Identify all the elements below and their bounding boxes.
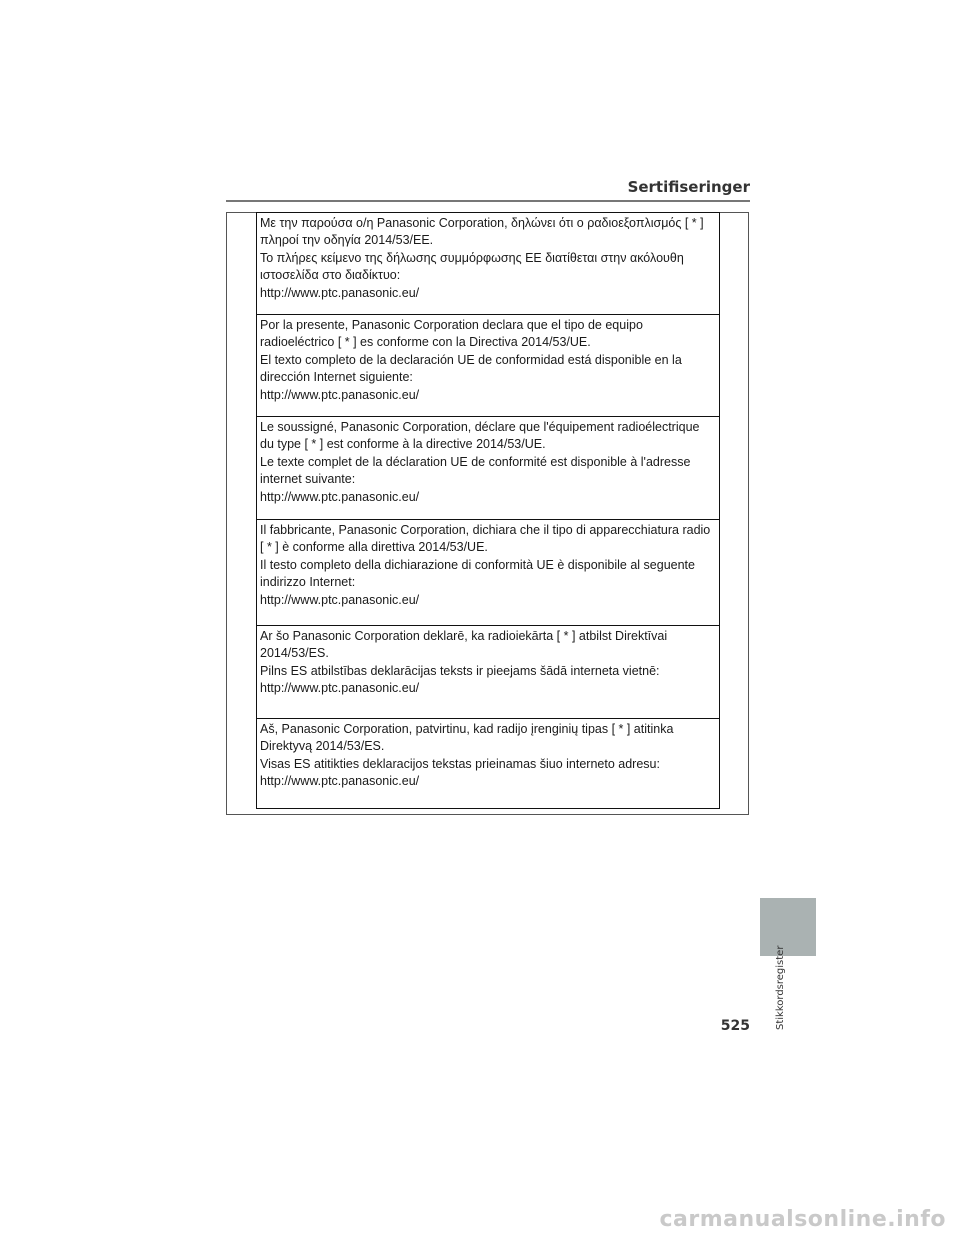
declaration-line: πληροί την οδηγία 2014/53/ΕΕ. [260, 233, 434, 248]
declaration-line: Le texte complet de la déclaration UE de conformité est disponible à l'adresse [260, 454, 691, 469]
page-number: 525 [720, 1018, 750, 1034]
declaration-line: Direktyvą 2014/53/ES. [260, 739, 385, 754]
declaration-url: http://www.ptc.panasonic.eu/ [260, 387, 420, 402]
declaration-url: http://www.ptc.panasonic.eu/ [260, 592, 420, 607]
declaration-latvian [257, 626, 719, 719]
declarations-table [256, 212, 720, 809]
declaration-line: internet suivante: [260, 472, 356, 487]
declaration-line: Por la presente, Panasonic Corporation declara que el tipo de equipo [260, 318, 643, 332]
declaration-line: [ * ] è conforme alla direttiva 2014/53/UE. [260, 540, 488, 555]
declaration-italian [257, 520, 719, 626]
declaration-line: Visas ES atitikties deklaracijos tekstas prieinamas šiuo interneto adresu: [260, 756, 660, 771]
declaration-line: indirizzo Internet: [260, 575, 356, 590]
declaration-line: Με την παρούσα ο/η Panasonic Corporation, δηλώνει ότι ο ραδιοεξοπλισμός [ * ] [260, 216, 704, 230]
declaration-line: du type [ * ] est conforme à la directive 2014/53/UE. [260, 437, 546, 452]
chapter-tab-label: Stikkordsregister [775, 945, 786, 1030]
declaration-greek [257, 213, 719, 315]
declaration-line: dirección Internet siguiente: [260, 370, 413, 385]
chapter-tab [760, 898, 816, 956]
declaration-line: Ar šo Panasonic Corporation deklarē, ka radioiekārta [ * ] atbilst Direktīvai [260, 629, 668, 643]
declaration-line: Il testo completo della dichiarazione di conformità UE è disponibile al seguente [260, 557, 695, 572]
declaration-line: Το πλήρες κείμενο της δήλωσης συμμόρφωσης ΕΕ διατίθεται στην ακόλουθη [260, 250, 684, 265]
declaration-line: 2014/53/ES. [260, 646, 329, 661]
declaration-line: Il fabbricante, Panasonic Corporation, dichiara che il tipo di apparecchiatura radio [260, 523, 711, 537]
declaration-line: ιστοσελίδα στο διαδίκτυο: [260, 268, 401, 283]
declaration-line: Le soussigné, Panasonic Corporation, déclare que l'équipement radioélectrique [260, 420, 700, 434]
declaration-url: http://www.ptc.panasonic.eu/ [260, 489, 420, 504]
header-rule [226, 200, 750, 202]
declaration-french [257, 417, 719, 520]
declaration-spanish [257, 315, 719, 417]
declaration-line: Pilns ES atbilstības deklarācijas teksts ir pieejams šādā interneta vietnē: [260, 663, 660, 678]
watermark: carmanualsonline.info [659, 1207, 946, 1232]
declaration-line: El texto completo de la declaración UE de conformidad está disponible en la [260, 352, 682, 367]
declaration-lithuanian [257, 719, 719, 808]
declaration-line: Aš, Panasonic Corporation, patvirtinu, kad radijo įrenginių tipas [ * ] atitinka [260, 722, 674, 736]
declaration-line: radioeléctrico [ * ] es conforme con la Directiva 2014/53/UE. [260, 335, 591, 350]
declaration-url: http://www.ptc.panasonic.eu/ [260, 774, 420, 789]
declaration-url: http://www.ptc.panasonic.eu/ [260, 681, 420, 696]
declaration-url: http://www.ptc.panasonic.eu/ [260, 285, 420, 300]
page-section-title: Sertifiseringer [627, 178, 750, 196]
